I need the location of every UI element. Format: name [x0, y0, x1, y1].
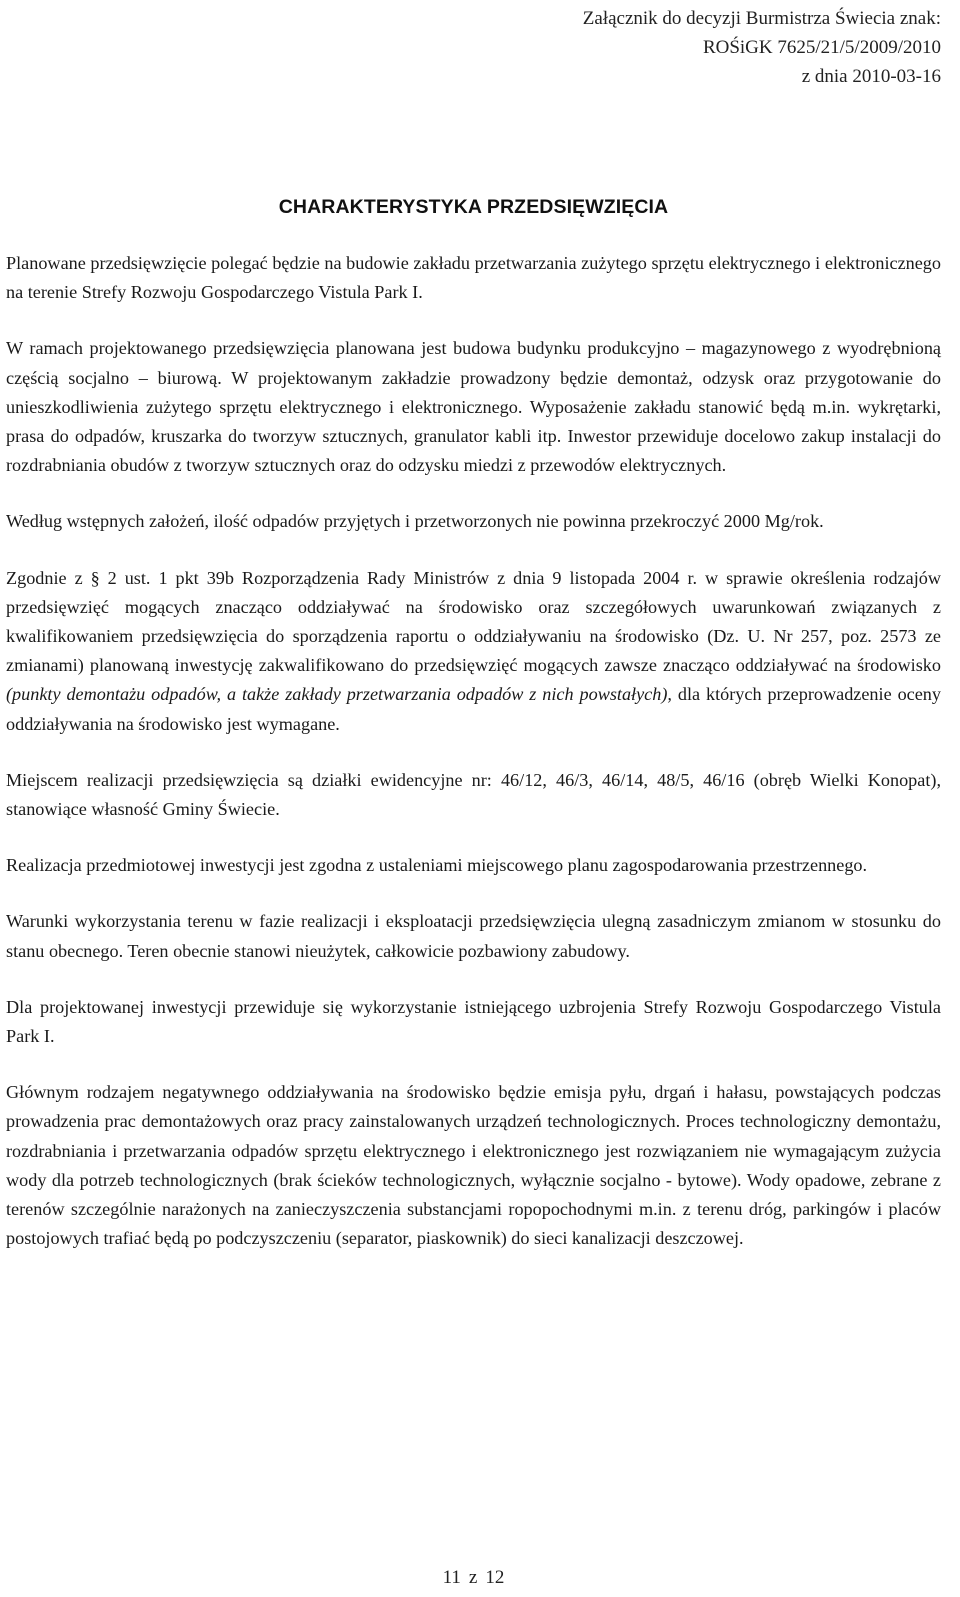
page-number — [6, 1567, 941, 1589]
page-current: 11 — [442, 1567, 461, 1588]
header-line-2: ROŚiGK 7625/21/5/2009/2010 — [702, 37, 941, 58]
header-line-3: z dnia 2010-03-16 — [801, 66, 941, 87]
legal-basis-text: Zgodnie z § 2 ust. 1 pkt 39b Rozporządzenia Rady Ministrów z dnia 9 listopada 2004 r. w sprawie określenia rodzajów przedsięwzięć mogących znacząco oddziaływać na środowisko oraz szczegółowych uwarunkowań związanych z kwalifikowaniem przedsięwzięcia do sporządzenia raportu o oddziaływaniu na środowisko (Dz. U. Nr 257, poz. 2573 ze zmianami) planowaną inwestycję zakwalifikowano do przedsięwzięć mogących zawsze znacząco oddziaływać na środowisko — [6, 567, 941, 676]
legal-basis-text-end: dla których przeprowadzenie oceny oddziaływania na środowisko jest wymagane. — [6, 684, 941, 734]
attachment-header — [583, 4, 941, 91]
paragraph-project-description: Planowane przedsięwzięcie polegać będzie na budowie zakładu przetwarzania zużytego sprzętu elektrycznego i elektronicznego na terenie Strefy Rozwoju Gospodarczego Vistula Park I. — [6, 253, 941, 303]
paragraph-zoning-plan: Realizacja przedmiotowej inwestycji jest zgodna z ustaleniami miejscowego planu zagospodarowania przestrzennego. — [6, 855, 868, 876]
paragraph-building-scope: W ramach projektowanego przedsięwzięcia planowana jest budowa budynku produkcyjno – magazynowego z wyodrębnioną częścią socjalno – biurową. W projektowanym zakładzie prowadzony będzie demontaż, odzysk oraz przygotowanie do unieszkodliwienia zużytego sprzętu elektrycznego i elektronicznego. Wyposażenie zakładu stanowić będą m.in. wykrętarki, prasa do odpadów, kruszarka do tworzyw sztucznych, granulator kabli itp. Inwestor przewiduje docelowo zakup instalacji do rozdrabniania obudów z tworzyw sztucznych oraz do odzysku miedzi z przewodów elektrycznych. — [6, 338, 941, 476]
legal-basis-italic: (punkty demontażu odpadów, a także zakłady przetwarzania odpadów z nich powstałych), — [6, 684, 672, 705]
paragraph-legal-basis — [6, 564, 941, 739]
header-line-1: Załącznik do decyzji Burmistrza Świecia znak: — [582, 8, 941, 29]
paragraph-infrastructure: Dla projektowanej inwestycji przewiduje się wykorzystanie istniejącego uzbrojenia Strefy Rozwoju Gospodarczego Vistula Park I. — [6, 996, 941, 1047]
page-total: 12 — [485, 1567, 505, 1588]
paragraph-land-use: Warunki wykorzystania terenu w fazie realizacji i eksploatacji przedsięwzięcia ulegną zasadniczym zmianom w stosunku do stanu obecnego. Teren obecnie stanowi nieużytek, całkowicie pozbawiony zabudowy. — [6, 911, 941, 961]
document-body — [6, 249, 941, 1280]
paragraph-waste-capacity: Według wstępnych założeń, ilość odpadów przyjętych i przetworzonych nie powinna przekroczyć 2000 Mg/rok. — [6, 511, 824, 532]
paragraph-environmental-impact: Głównym rodzajem negatywnego oddziaływania na środowisko będzie emisja pyłu, drgań i hałasu, powstających podczas prowadzenia prac demontażowych oraz pracy zainstalowanych urządzeń technologicznych. Proces technologiczny demontażu, rozdrabniania i przetwarzania odpadów sprzętu elektrycznego i elektronicznego jest rozwiązaniem nie wymagającym zużycia wody dla potrzeb technologicznych (brak ścieków technologicznych, wyłącznie socjalno - bytowe). Wody opadowe, zebrane z terenów szczególnie narażonych na zanieczyszczenia substancjami ropopochodnymi m.in. z terenu dróg, parkingów i placów postojowych trafiać będą po podczyszczeniu (separator, piaskownik) do sieci kanalizacji deszczowej. — [6, 1082, 941, 1249]
document-page — [6, 0, 941, 1597]
paragraph-location: Miejscem realizacji przedsięwzięcia są działki ewidencyjne nr: 46/12, 46/3, 46/14, 48/5, 46/16 (obręb Wielki Konopat), stanowiące własność Gminy Świecie. — [6, 769, 941, 820]
document-title: CHARAKTERYSTYKA PRZEDSIĘWZIĘCIA — [278, 196, 669, 218]
page-separator: z — [468, 1567, 478, 1588]
